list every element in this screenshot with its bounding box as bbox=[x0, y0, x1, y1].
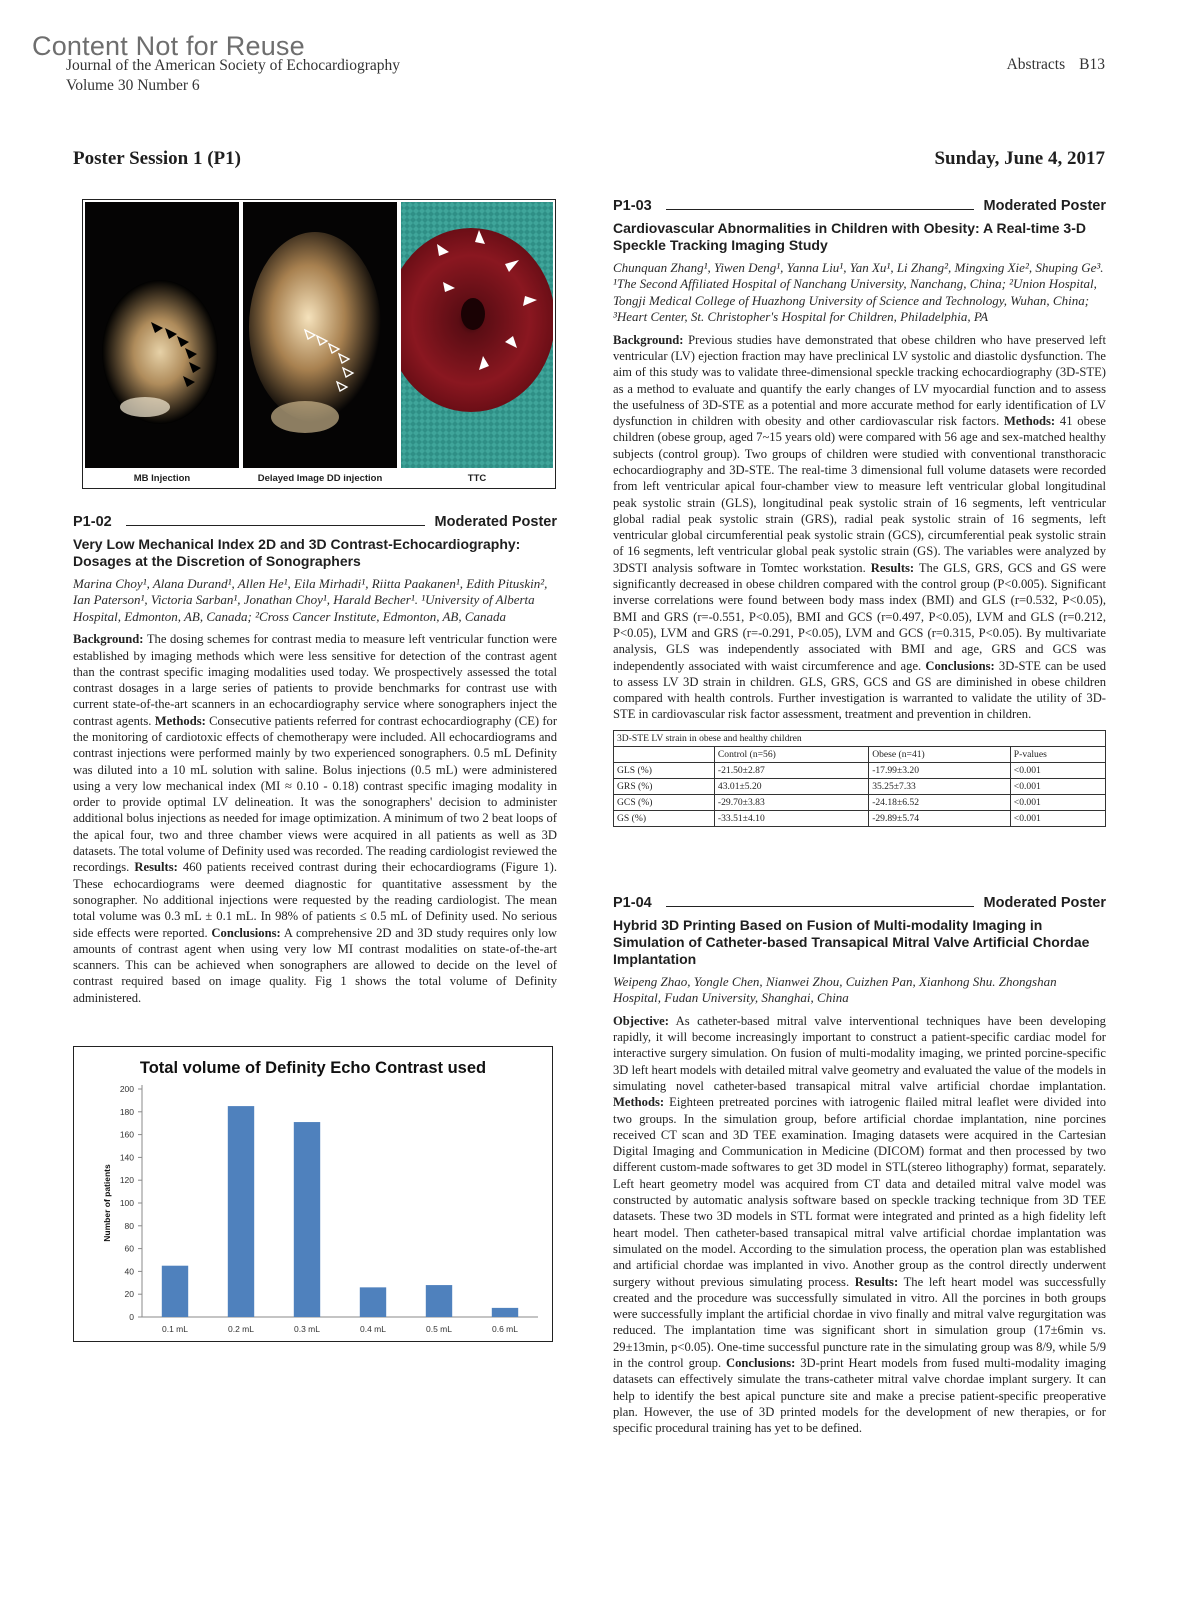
label-objective: Objective: bbox=[613, 1013, 669, 1028]
label-background: Background: bbox=[613, 332, 684, 347]
journal-volume: Volume 30 Number 6 bbox=[66, 77, 200, 94]
header-rule bbox=[666, 209, 974, 210]
strain-table bbox=[613, 730, 1106, 827]
label-methods: Methods: bbox=[154, 713, 206, 728]
table-cell: GRS (%) bbox=[614, 778, 715, 794]
echo-figure bbox=[82, 199, 556, 489]
bar bbox=[492, 1308, 518, 1317]
table-cell: <0.001 bbox=[1010, 810, 1105, 826]
text-conclusions: A comprehensive 2D and 3D study requires only low amounts of contrast agent when using very low MI contrast modalities on state-of-the-art scanners. This can be achieved when sonographers are allowed to decide on the level of contrast required based on image quality. Fig 1 shows the total volume of Definity administered. bbox=[73, 925, 557, 1005]
label-conclusions: Conclusions: bbox=[726, 1356, 796, 1371]
abstract-authors: Weipeng Zhao, Yongle Chen, Nianwei Zhou, Cuizhen Pan, Xianhong Shu. Zhongshan Hospital, Fudan University, Shanghai, China bbox=[613, 974, 1057, 1006]
table-row bbox=[614, 762, 1106, 778]
text-methods: Consecutive patients referred for contrast echocardiography (CE) for the monitoring of cardiotoxic effects of chemotherapy were included. All echocardiograms and contrast injections were performed mainly by two experienced sonographers. 0.5 mL Definity was diluted into a 10 mL solution with saline. Bolus injections (0.5 mL) were administered using a very low mechanical index (MI ≈ 0.10 - 0.18) contrast specific imaging modality in order to provide optimal LV delineation. It was the sonographers' decision to administer additional bolus injections as needed for image optimization. A minimum of two 2 beat loops of the apical four, two and three chamber views were acquired in all patients as well as 3D datasets. The total volume of Definity used was recorded. The reading cardiologist reviewed the recordings. bbox=[73, 713, 558, 875]
abstract-p1-04 bbox=[613, 895, 1106, 1437]
journal-header bbox=[66, 56, 400, 96]
table-header-cell: P-values bbox=[1010, 746, 1105, 762]
abstract-title: Hybrid 3D Printing Based on Fusion of Multi-modality Imaging in Simulation of Catheter-based Transapical Mitral Valve Artificial Chordae Implantation bbox=[613, 917, 1090, 967]
y-tick-label: 40 bbox=[124, 1266, 134, 1277]
figure-label-mb: MB Injection bbox=[133, 473, 191, 484]
bar bbox=[294, 1122, 320, 1317]
label-conclusions: Conclusions: bbox=[925, 658, 995, 673]
abstract-type: Moderated Poster bbox=[983, 895, 1106, 911]
table-cell: GLS (%) bbox=[614, 762, 715, 778]
session-title: Poster Session 1 (P1) bbox=[73, 148, 241, 169]
abstract-id: P1-02 bbox=[73, 514, 112, 530]
abstract-body bbox=[613, 1013, 1106, 1437]
x-tick-label: 0.6 mL bbox=[492, 1324, 518, 1334]
y-tick-label: 160 bbox=[119, 1129, 134, 1140]
table-cell: <0.001 bbox=[1010, 794, 1105, 810]
abstract-title: Cardiovascular Abnormalities in Children with Obesity: A Real-time 3-D Speckle Tracking Imaging Study bbox=[613, 220, 1086, 253]
running-head bbox=[993, 56, 1105, 74]
y-tick-label: 180 bbox=[119, 1106, 134, 1117]
session-date: Sunday, June 4, 2017 bbox=[934, 148, 1105, 169]
table-header-cell bbox=[614, 746, 715, 762]
table-cell: -24.18±6.52 bbox=[869, 794, 1011, 810]
table-cell: 35.25±7.33 bbox=[869, 778, 1011, 794]
header-rule bbox=[666, 906, 974, 907]
text-results: The left heart model was successfully created and the procedure was successfully simulated in vitro. All the porcines in both groups were successfully implant the artificial chordae in vivo finally and mitral valve regurgitation was reduced. The implantation time was significant short in simulation group (17±6min vs. 29±13min, p<0.05). One-time successful puncture rate in the simulating group was 8/9, while 5/9 in the control group. bbox=[613, 1274, 1107, 1371]
abstract-header bbox=[73, 514, 557, 530]
abstract-header bbox=[613, 895, 1106, 911]
y-tick-label: 60 bbox=[124, 1243, 134, 1254]
table-cell: <0.001 bbox=[1010, 778, 1105, 794]
bar bbox=[228, 1106, 254, 1317]
chart-svg bbox=[74, 1047, 552, 1341]
abstract-type: Moderated Poster bbox=[983, 198, 1106, 214]
text-results: The GLS, GRS, GCS and GS were significantly decreased in obese children compared with the control group (P<0.005). Significant inverse correlations were found between body mass index (BMI) and GLS (r=0.532, P<0.05), BMI and GRS (r=-0.551, P<0.05), BMI and GCS (r=0.497, P<0.05), LVM and GLS (r=0.212, P<0.05), LVM and GRS (r=-0.291, P<0.05), LVM and GCS (r=0.315, P<0.05). By multivariate analysis, GLS was independently associated with BMI and age, GRS and GCS was independently associated with waist circumference and age. bbox=[613, 560, 1107, 673]
table-row bbox=[614, 778, 1106, 794]
table-cell: <0.001 bbox=[1010, 762, 1105, 778]
table-caption: 3D-STE LV strain in obese and healthy children bbox=[614, 730, 1106, 746]
journal-title: Journal of the American Society of Echocardiography bbox=[66, 57, 400, 74]
abstract-id: P1-04 bbox=[613, 895, 652, 911]
abstract-id: P1-03 bbox=[613, 198, 652, 214]
header-rule bbox=[126, 525, 425, 526]
label-results: Results: bbox=[134, 860, 178, 875]
text-background: Previous studies have demonstrated that obese children who have preserved left ventricular (LV) ejection fraction may have preclinical LV systolic and diastolic dysfunction. The aim of this study was to validate three-dimensional speckle tracking echocardiography (3D-STE) as a method to evaluate and quantify the early changes of LV myocardial function and to assess the usefulness of 3D-STE as a potential and more accurate method for early identification of LV dysfunction in children with obesity and other cardiovascular risk factors. bbox=[613, 332, 1106, 429]
table-cell: -17.99±3.20 bbox=[869, 762, 1011, 778]
text-conclusions: 3D-print Heart models from fused multi-modality imaging datasets can effectively simulate the trans-catheter mitral valve chordae implant surgery. It can help to identify the best apical puncture site and make a precise patient-specific preoperative plan. However, the use of 3D printed models for the development of new therapies, or for specific procedural training has yet to be defined. bbox=[613, 1356, 1106, 1436]
bar bbox=[162, 1266, 188, 1317]
text-background: The dosing schemes for contrast media to measure left ventricular function were established by imaging methods which were less sensitive for detection of the contrast agent than the contrast specific imaging modalities used today. We prospectively assessed the total contrast dosages in a large series of patients to provide benchmarks for contrast use with current state-of-the-art scanners in an echocardiography service where sonographers inject the contrast agents. bbox=[73, 632, 557, 728]
abstract-p1-03 bbox=[613, 198, 1106, 827]
table-row bbox=[614, 794, 1106, 810]
section-label: Abstracts bbox=[1006, 56, 1066, 73]
definity-volume-chart bbox=[73, 1046, 553, 1342]
text-methods: Eighteen pretreated porcines with iatrogenic flailed mitral leaflet were divided into two groups. In the simulation group, before artificial chordae implantation, nine porcines received CT scan and 3D TEE examination. Imaging datasets were acquired in the Cartesian Digital Imaging and Communication in Medicine (DICOM) format and then processed by two different custom-made softwares to get 3D model in STL(stereo lithography) format, separately. Left heart geometry model was acquired from CT data and detailed mitral valve model was constructed by automatic analysis software based on speckle tracking technique from 3D TEE datasets. These two 3D models in STL format were integrated and printed as a high fidelity left heart model. Then catheter-based transapical mitral valve artificial chordae implantation was simulated on the model. According to the simulation process, the operation plan was established and artificial chordae was implanted in vivo. Another group as the control directly underwent surgery without previous simulating process. bbox=[613, 1095, 1107, 1289]
y-tick-label: 80 bbox=[124, 1220, 134, 1231]
table-cell: GCS (%) bbox=[614, 794, 715, 810]
x-tick-label: 0.1 mL bbox=[162, 1324, 188, 1334]
x-tick-label: 0.4 mL bbox=[360, 1324, 386, 1334]
abstract-authors: Chunquan Zhang¹, Yiwen Deng¹, Yanna Liu¹, Yan Xu¹, Li Zhang², Mingxing Xie², Shuping Ge³. ¹The Second Affiliated Hospital of Nanchang University, Nanchang, China; ²Union Hospital, Tongji Medical College of Huazhong University of Science and Technology, Wuhan, China; ³Heart Center, St. Christopher's Hospital for Children, Philadelphia, PA bbox=[613, 260, 1104, 325]
watermark: Content Not for Reuse bbox=[32, 31, 305, 61]
abstract-authors: Marina Choy¹, Alana Durand¹, Allen He¹, Eila Mirhadi¹, Riitta Paakanen¹, Edith Pituskin², Ian Paterson¹, Victoria Sarban¹, Jonathan Choy¹, Harald Becher¹. ¹University of Alberta Hospital, Edmonton, AB, Canada; ²Cross Cancer Institute, Edmonton, AB, Canada bbox=[73, 576, 548, 624]
x-tick-label: 0.5 mL bbox=[426, 1324, 452, 1334]
table-row bbox=[614, 810, 1106, 826]
label-conclusions: Conclusions: bbox=[211, 925, 281, 940]
y-tick-label: 0 bbox=[129, 1312, 134, 1322]
label-methods: Methods: bbox=[1004, 414, 1056, 429]
y-tick-label: 20 bbox=[124, 1289, 134, 1300]
y-tick-label: 140 bbox=[119, 1152, 134, 1163]
y-tick-label: 100 bbox=[119, 1198, 134, 1208]
label-results: Results: bbox=[870, 560, 915, 575]
table-header-row bbox=[614, 746, 1106, 762]
abstract-header bbox=[613, 198, 1106, 214]
y-tick-label: 200 bbox=[119, 1084, 134, 1094]
bar bbox=[426, 1285, 452, 1317]
mb-injection-image bbox=[85, 202, 239, 468]
abstract-type: Moderated Poster bbox=[434, 514, 557, 530]
label-background: Background: bbox=[73, 632, 144, 647]
abstract-body bbox=[613, 332, 1106, 723]
table-cell: -33.51±4.10 bbox=[714, 810, 868, 826]
x-tick-label: 0.3 mL bbox=[294, 1324, 320, 1334]
text-conclusions: 3D-STE can be used to assess LV 3D strain in children. GLS, GRS, GCS and GS are diminished in obese children compared with health controls. Further investigation is warranted to validate the utility of 3D-STE in cardiovascular risk factor assessment, treatment and prevention in children. bbox=[613, 658, 1106, 722]
table-cell: -29.70±3.83 bbox=[714, 794, 868, 810]
bar bbox=[360, 1287, 386, 1317]
ttc-image bbox=[401, 202, 553, 468]
chart-title: Total volume of Definity Echo Contrast used bbox=[139, 1059, 487, 1077]
table-header-cell: Control (n=56) bbox=[714, 746, 868, 762]
table-cell: -21.50±2.87 bbox=[714, 762, 868, 778]
abstract-body bbox=[73, 631, 557, 1006]
figure-label-delayed: Delayed Image DD injection bbox=[257, 473, 383, 484]
table-cell: -29.89±5.74 bbox=[869, 810, 1011, 826]
figure-label-ttc: TTC bbox=[467, 473, 487, 484]
label-methods: Methods: bbox=[613, 1095, 665, 1110]
text-objective: As catheter-based mitral valve interventional techniques have been developing rapidly, it will become increasingly important to construct a patient-specific cardiac model for interactive surgery simulation. On fusion of multi-modality imaging, we printed porcine-specific 3D left heart models with detailed mitral valve geometry and evaluated the value of the models in simulating novel catheter-based transapical mitral valve artificial chordae implantation. bbox=[613, 1013, 1106, 1093]
table-header-cell: Obese (n=41) bbox=[869, 746, 1011, 762]
y-axis-label: Number of patients bbox=[102, 1164, 112, 1242]
abstract-p1-02 bbox=[73, 514, 557, 1006]
x-tick-label: 0.2 mL bbox=[228, 1324, 254, 1334]
abstract-title: Very Low Mechanical Index 2D and 3D Contrast-Echocardiography: Dosages at the Discretion of Sonographers bbox=[73, 536, 521, 569]
table-cell: GS (%) bbox=[614, 810, 715, 826]
label-results: Results: bbox=[854, 1274, 899, 1289]
delayed-image-dd-injection bbox=[243, 202, 397, 468]
table-cell: 43.01±5.20 bbox=[714, 778, 868, 794]
page-number: B13 bbox=[1079, 56, 1105, 73]
text-results: 460 patients received contrast during their echocardiograms (Figure 1). These echocardiograms were deemed diagnostic for quantitative assessment by the sonographer. No additional injections were requested by the reading cardiologist. The mean total volume was 0.3 mL ± 0.1 mL. In 98% of patients ≤ 0.5 mL of Definity used. No serious side effects were reported. bbox=[73, 860, 557, 940]
y-tick-label: 120 bbox=[119, 1175, 134, 1186]
text-methods: 41 obese children (obese group, aged 7~15 years old) were compared with 56 age and sex-matched healthy subjects (control group). Two groups of children were studied with conventional transthoracic echocardiography and 3D-STE. The real-time 3 dimensional full volume datasets were recorded from left ventricular apical four-chamber view to measure left ventricular global longitudinal peak systolic strain (GLS), longitudinal peak systolic strain of 16 segments, left ventricular global radial peak systolic strain (GRS), radial peak systolic strain of 16 segments, left ventricular global circumferential peak systolic strain (GCS), circumferential peak systolic strain of 16 segments, left ventricular global peak systolic strain (GS). The variables were analyzed by 3DSTI analysis software in Tomtec workstation. bbox=[613, 414, 1106, 575]
